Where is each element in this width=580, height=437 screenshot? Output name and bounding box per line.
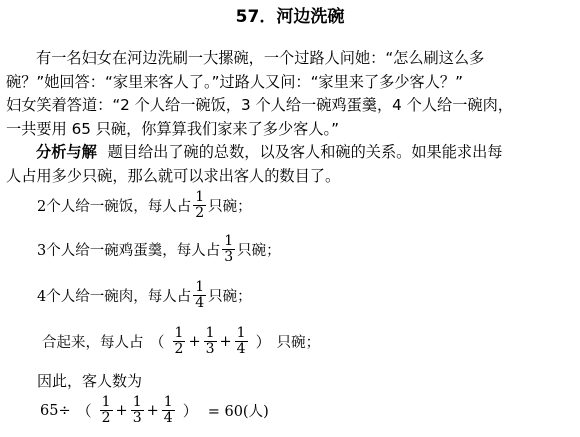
- plus-sign: +: [146, 402, 159, 419]
- fraction-one-third: [222, 234, 235, 265]
- fraction-denominator: 4: [163, 410, 173, 426]
- fraction-numerator: 1: [132, 394, 142, 410]
- story-line: 妇女笑着答道：“2 个人给一碗饭，3 个人给一碗鸡蛋羹，4 个人给一碗肉，: [6, 96, 513, 114]
- analysis-text: 题目给出了碗的总数，以及客人和碗的关系。如果能求出每: [107, 143, 503, 161]
- page-title: 57．河边洗碗: [235, 7, 345, 27]
- equation-text: 只碗；: [276, 335, 321, 351]
- fraction-one-half: [100, 395, 113, 426]
- open-paren: （: [149, 333, 165, 351]
- fraction-denominator: 3: [205, 341, 215, 357]
- fraction-one-fourth: [193, 280, 206, 311]
- fraction-denominator: 3: [132, 410, 142, 426]
- equation-text: 合起来，每人占: [42, 335, 144, 351]
- conclusion-label: [37, 370, 142, 391]
- fraction-denominator: 2: [174, 341, 184, 357]
- fraction-numerator: 1: [195, 279, 205, 295]
- plus-sign: +: [219, 333, 232, 350]
- fraction-numerator: 1: [174, 325, 184, 341]
- fraction-one-fourth: [235, 326, 248, 357]
- conclusion-text: 因此，客人数为: [37, 372, 143, 390]
- equation-text: 65÷: [40, 402, 71, 419]
- analysis-paragraph: [6, 141, 572, 188]
- analysis-text: 人占用多少只碗，那么就可以求出客人的数目了。: [6, 166, 341, 185]
- story-line: 碗？”她回答：“家里来客人了。”过路人又问：“家里来了多少客人？”: [6, 72, 463, 91]
- equation-result: = 60(人): [207, 404, 269, 420]
- fraction-one-half: [173, 326, 186, 357]
- equation-text: 4个人给一碗肉，每人占: [37, 289, 192, 305]
- equation-total: [42, 326, 320, 357]
- fraction-numerator: 1: [195, 189, 205, 205]
- equation-text: 只碗；: [208, 289, 252, 305]
- fraction-one-fourth: [162, 395, 175, 426]
- fraction-one-third: [131, 395, 144, 426]
- fraction-denominator: 4: [195, 295, 205, 311]
- open-paren: （: [76, 402, 92, 420]
- equation-final: [40, 395, 269, 426]
- equation-text: 2个人给一碗饭，每人占: [37, 199, 192, 215]
- equation-rice: [37, 190, 252, 221]
- fraction-one-third: [204, 326, 217, 357]
- fraction-numerator: 1: [236, 325, 246, 341]
- fraction-denominator: 2: [195, 205, 205, 221]
- analysis-label: 分析与解: [36, 143, 97, 161]
- fraction-numerator: 1: [205, 325, 215, 341]
- story-paragraph: [6, 47, 572, 141]
- story-line: 一共要用 65 只碗，你算算我们家来了多少客人。”: [6, 119, 339, 138]
- story-line: 有一名妇女在河边洗刷一大摞碗，一个过路人问她：“怎么刷这么多: [36, 49, 485, 67]
- fraction-numerator: 1: [163, 394, 173, 410]
- close-paren: ）: [255, 333, 271, 351]
- equation-egg: [37, 234, 281, 265]
- equation-text: 只碗；: [208, 199, 252, 215]
- plus-sign: +: [115, 402, 128, 419]
- fraction-one-half: [193, 190, 206, 221]
- close-paren: ）: [182, 402, 198, 420]
- equation-text: 3个人给一碗鸡蛋羹，每人占: [37, 243, 221, 259]
- fraction-numerator: 1: [101, 394, 111, 410]
- fraction-numerator: 1: [224, 233, 234, 249]
- fraction-denominator: 2: [101, 410, 111, 426]
- equation-text: 只碗；: [237, 243, 281, 259]
- fraction-denominator: 3: [224, 249, 234, 265]
- plus-sign: +: [188, 333, 201, 350]
- equation-meat: [37, 280, 252, 311]
- fraction-denominator: 4: [236, 341, 246, 357]
